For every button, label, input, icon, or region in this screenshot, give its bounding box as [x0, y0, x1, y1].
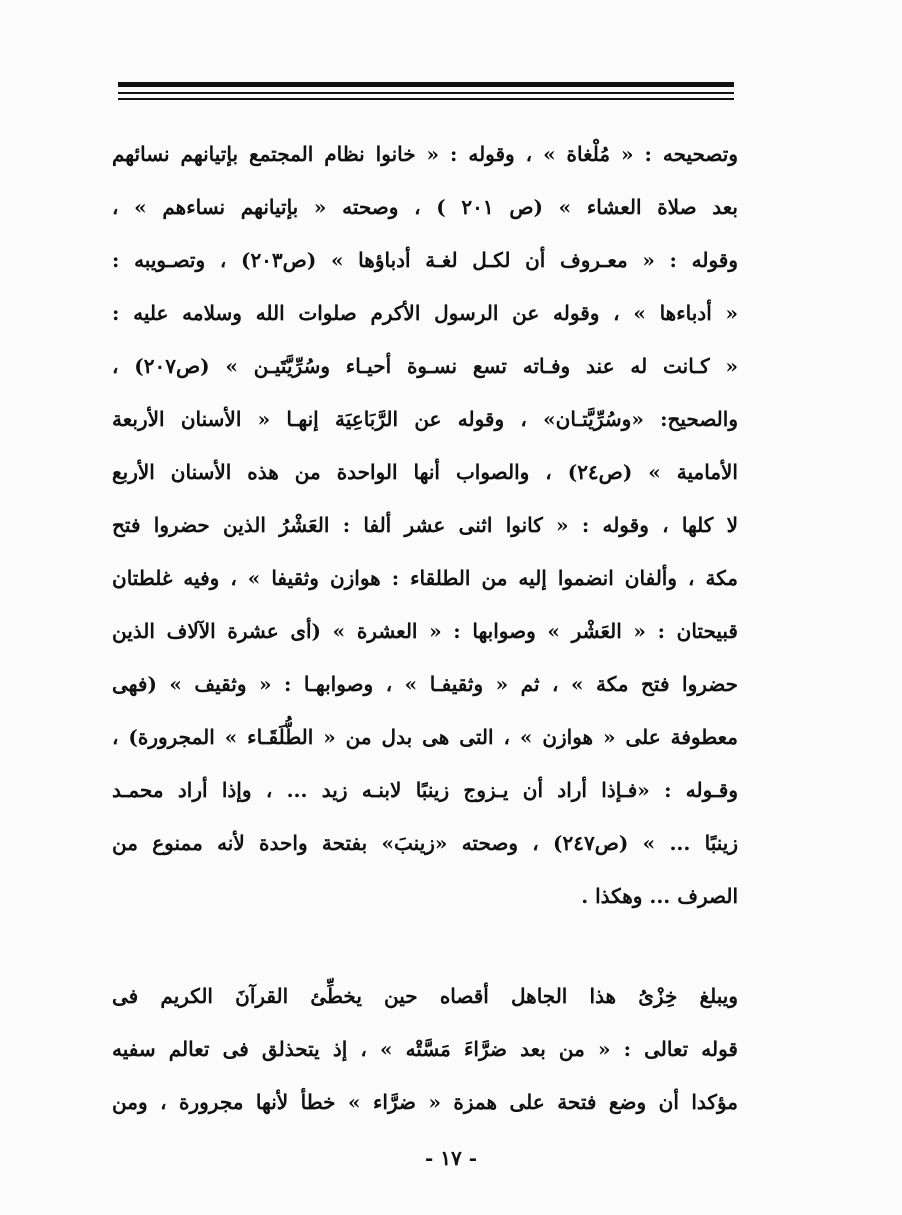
- header-rule-thick: [118, 82, 734, 87]
- text-line: وتصحيحه : « مُلْغاة » ، وقوله : « خانوا نظام المجتمع بإتيانهم نسائهم: [112, 142, 738, 166]
- text-line: قوله تعالى : « من بعد ضرَّاءَ مَسَّتْه » ، إذ يتحذلق فى تعالم سفيه: [112, 1037, 738, 1061]
- text-line: بعد صلاة العشاء » (ص ٢٠١ ) ، وصحته « بإتيانهم نساءهم » ،: [112, 195, 738, 219]
- header-rule-thin: [118, 92, 734, 94]
- header-rule: [118, 82, 734, 104]
- text-line: الصرف ... وهكذا .: [581, 884, 738, 908]
- text-line: « كـانت له عند وفـاته تسع نسـوة أحيـاء وسُرِّيَّتَيـن » (ص٢٠٧) ،: [112, 354, 738, 378]
- text-line: وقـوله : «فـإذا أراد أن يـزوج زينبًا لابنـه زيد ... ، وإذا أراد محمـد: [112, 778, 738, 802]
- text-line: « أدباءها » ، وقوله عن الرسول الأكرم صلوات الله وسلامه عليه :: [112, 301, 738, 325]
- header-rule-thin: [118, 98, 734, 100]
- text-line: وقوله : « معـروف أن لكـل لغـة أدباؤها » (ص٢٠٣) ، وتصـويبه :: [112, 248, 738, 272]
- page-number: - ١٧ -: [424, 1146, 477, 1170]
- text-line: ويبلغ خِزْىُ هذا الجاهل أقصاه حين يخطِّئ القرآنَ الكريم فى: [112, 984, 738, 1008]
- text-line: والصحيح: «وسُرِّيَّتـان» ، وقوله عن الرَّبَاعِيَة إنهـا « الأسنان الأربعة: [112, 407, 738, 431]
- text-line: لا كلها ، وقوله : « كانوا اثنى عشر ألفا : العَشْرُ الذين حضروا فتح: [112, 513, 738, 537]
- text-line: مؤكدا أن وضع فتحة على همزة « ضرَّاء » خطأ لأنها مجرورة ، ومن: [112, 1090, 738, 1114]
- paragraph-2: [112, 970, 738, 1129]
- text-line: حضروا فتح مكة » ، ثم « وثقيفـا » ، وصوابهـا : « وثقيف » (فهى: [112, 672, 738, 696]
- text-line: معطوفة على « هوازن » ، التى هى بدل من « الطُّلَقَـاء » المجرورة) ،: [112, 725, 738, 749]
- text-line: مكة ، وألفان انضموا إليه من الطلقاء : هوازن وثقيفا » ، وفيه غلطتان: [112, 566, 738, 590]
- text-line: الأمامية » (ص٢٤) ، والصواب أنها الواحدة من هذه الأسنان الأربع: [112, 460, 738, 484]
- paragraph-1: [112, 128, 738, 923]
- text-line: قبيحتان : « العَشْر » وصوابها : « العشرة » (أى عشرة الآلاف الذين: [112, 619, 738, 643]
- text-line: زينبًا ... » (ص٢٤٧) ، وصحته «زينبَ» بفتحة واحدة لأنه ممنوع من: [112, 831, 738, 855]
